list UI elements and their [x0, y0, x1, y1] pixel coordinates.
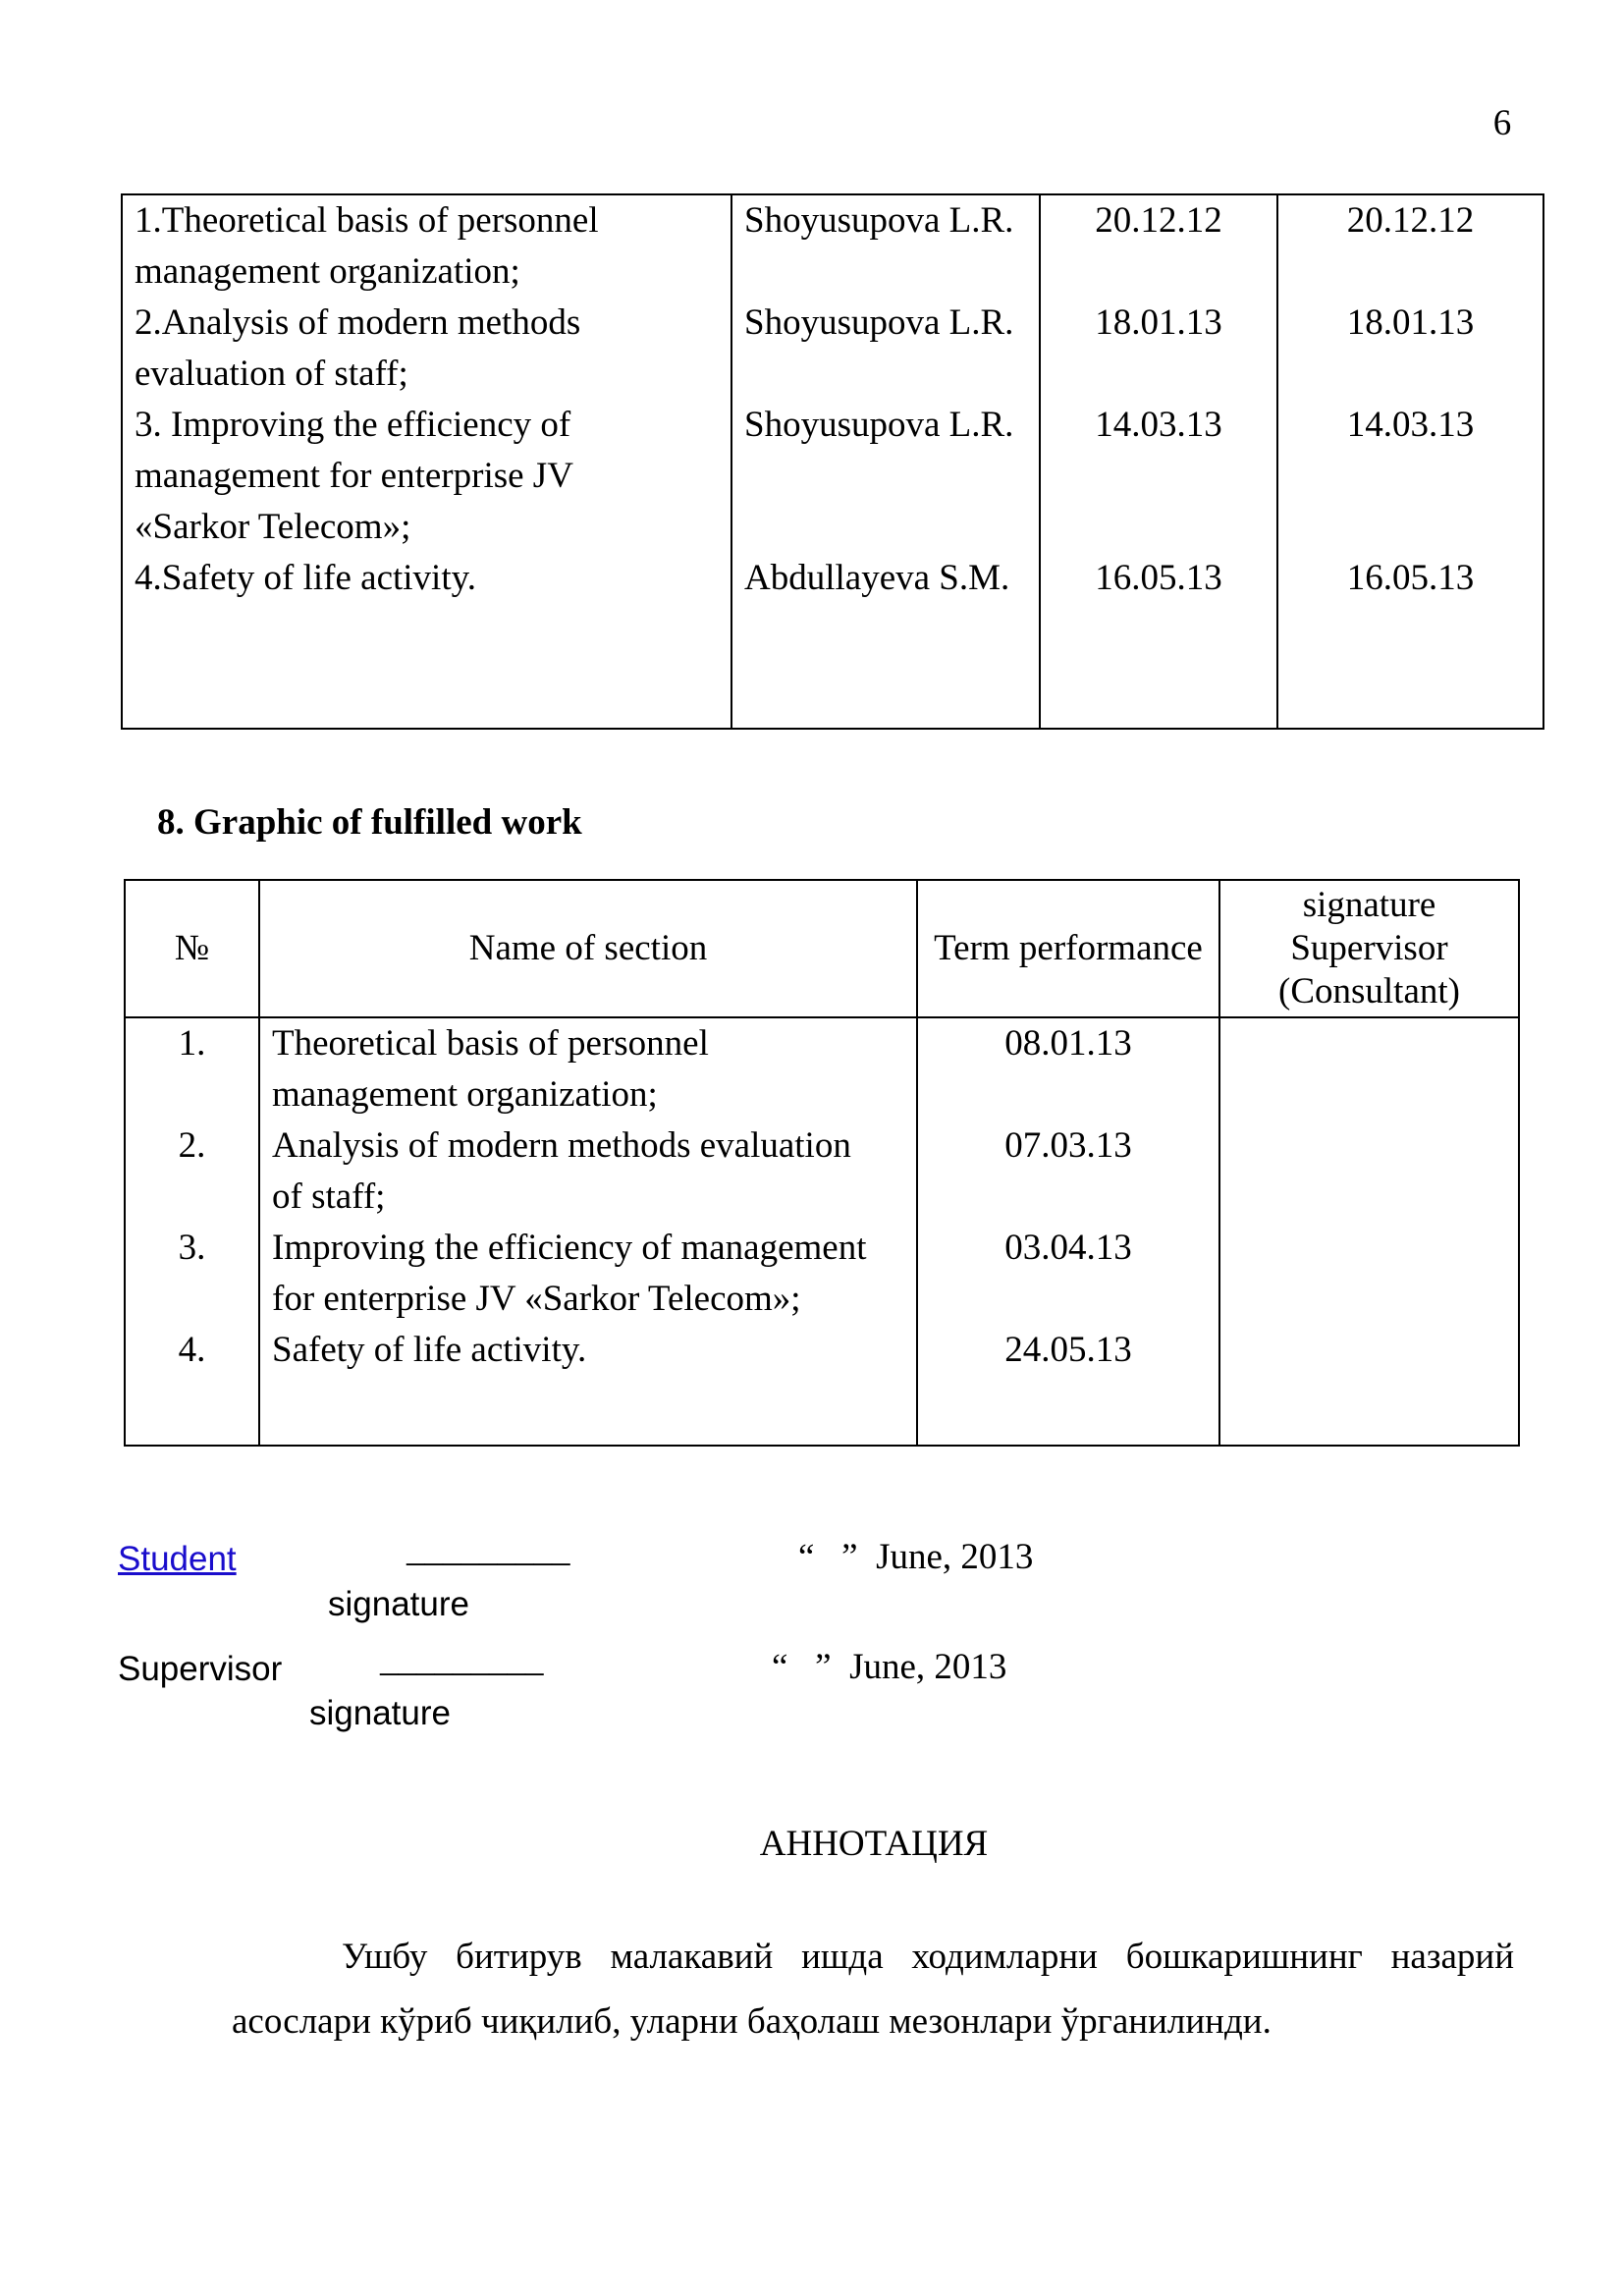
annotation-body: Ушбу битирув малакавий ишда ходимларни бошкаришнинг назарий асослари кўриб чиқилиб, уларни баҳолаш мезонлари ўрганилинди. — [232, 1937, 1514, 2042]
topic-line: evaluation of staff; — [135, 354, 408, 394]
date-accepted: 20.12.12 — [1346, 200, 1475, 241]
supervisor-signature-line: _________ — [380, 1639, 544, 1679]
name-column — [259, 1017, 917, 1446]
header-term: Term performance — [917, 880, 1219, 1017]
table-row — [122, 194, 1543, 729]
term-date: 07.03.13 — [1004, 1125, 1132, 1166]
topic-entry — [135, 553, 719, 604]
student-date: “ ” June, 2013 — [798, 1537, 1034, 1577]
row-number: 4. — [178, 1330, 206, 1370]
term-date: 24.05.13 — [1004, 1330, 1132, 1370]
date-accepted: 18.01.13 — [1346, 302, 1475, 343]
date-given-column — [1040, 194, 1277, 729]
student-signature-line: _________ — [406, 1529, 570, 1569]
header-signature — [1219, 880, 1519, 1017]
num-column — [125, 1017, 259, 1446]
section-name — [272, 1223, 904, 1325]
date-given: 14.03.13 — [1095, 405, 1222, 445]
consultant-column — [731, 194, 1040, 729]
section-name-line: Improving the efficiency of management — [272, 1228, 867, 1268]
topic-column — [122, 194, 731, 729]
term-date: 08.01.13 — [1004, 1023, 1132, 1064]
date-accepted-column — [1277, 194, 1543, 729]
student-label[interactable] — [118, 1538, 237, 1581]
section-name-line: Theoretical basis of personnel — [272, 1023, 709, 1064]
section-name-line: for enterprise JV «Sarkor Telecom»; — [272, 1279, 801, 1319]
topic-line: «Sarkor Telecom»; — [135, 507, 411, 547]
topic-line: 3. Improving the efficiency of — [135, 405, 571, 445]
supervisor-date: “ ” June, 2013 — [772, 1647, 1007, 1687]
signature-column — [1219, 1017, 1519, 1446]
header-signature-line: Supervisor — [1290, 928, 1448, 968]
date-given: 16.05.13 — [1095, 558, 1222, 598]
consultant-name: Shoyusupova L.R. — [744, 405, 1014, 445]
student-link[interactable]: Student — [118, 1540, 237, 1578]
topic-line: management for enterprise JV — [135, 456, 573, 496]
section-name-line: of staff; — [272, 1176, 386, 1217]
section-name — [272, 1325, 904, 1376]
date-accepted: 14.03.13 — [1346, 405, 1475, 445]
plan-table — [121, 193, 1544, 730]
supervisor-signature-caption: signature — [309, 1694, 451, 1732]
topic-entry — [135, 298, 719, 400]
header-signature-line: (Consultant) — [1278, 971, 1460, 1011]
row-number: 3. — [178, 1228, 206, 1268]
header-name: Name of section — [259, 880, 917, 1017]
section-name-line: management organization; — [272, 1074, 658, 1115]
date-accepted: 16.05.13 — [1346, 558, 1475, 598]
section-name-line: Safety of life activity. — [272, 1330, 587, 1370]
term-date: 03.04.13 — [1004, 1228, 1132, 1268]
header-signature-line: signature — [1302, 885, 1436, 925]
supervisor-label: Supervisor — [118, 1650, 283, 1688]
consultant-name: Shoyusupova L.R. — [744, 302, 1014, 343]
row-number: 2. — [178, 1125, 206, 1166]
table-body-row — [125, 1017, 1519, 1446]
topic-entry — [135, 400, 719, 553]
work-table — [124, 879, 1520, 1447]
consultant-name: Abdullayeva S.M. — [744, 558, 1010, 598]
topic-line: 1.Theoretical basis of personnel — [135, 200, 599, 241]
topic-line: 4.Safety of life activity. — [135, 558, 476, 598]
page-number: 6 — [1492, 103, 1512, 143]
student-signature-caption: signature — [328, 1585, 469, 1623]
annotation-title: АННОТАЦИЯ — [759, 1824, 989, 1864]
topic-line: 2.Analysis of modern methods — [135, 302, 581, 343]
term-column — [917, 1017, 1219, 1446]
date-given: 20.12.12 — [1095, 200, 1222, 241]
date-given: 18.01.13 — [1095, 302, 1222, 343]
header-num: № — [125, 880, 259, 1017]
topic-line: management organization; — [135, 251, 520, 292]
section-name-line: Analysis of modern methods evaluation — [272, 1125, 851, 1166]
topic-entry — [135, 195, 719, 298]
section-heading: 8. Graphic of fulfilled work — [157, 802, 582, 843]
row-number: 1. — [178, 1023, 206, 1064]
section-name — [272, 1121, 904, 1223]
section-name — [272, 1018, 904, 1121]
table-header-row — [125, 880, 1519, 1017]
consultant-name: Shoyusupova L.R. — [744, 200, 1014, 241]
